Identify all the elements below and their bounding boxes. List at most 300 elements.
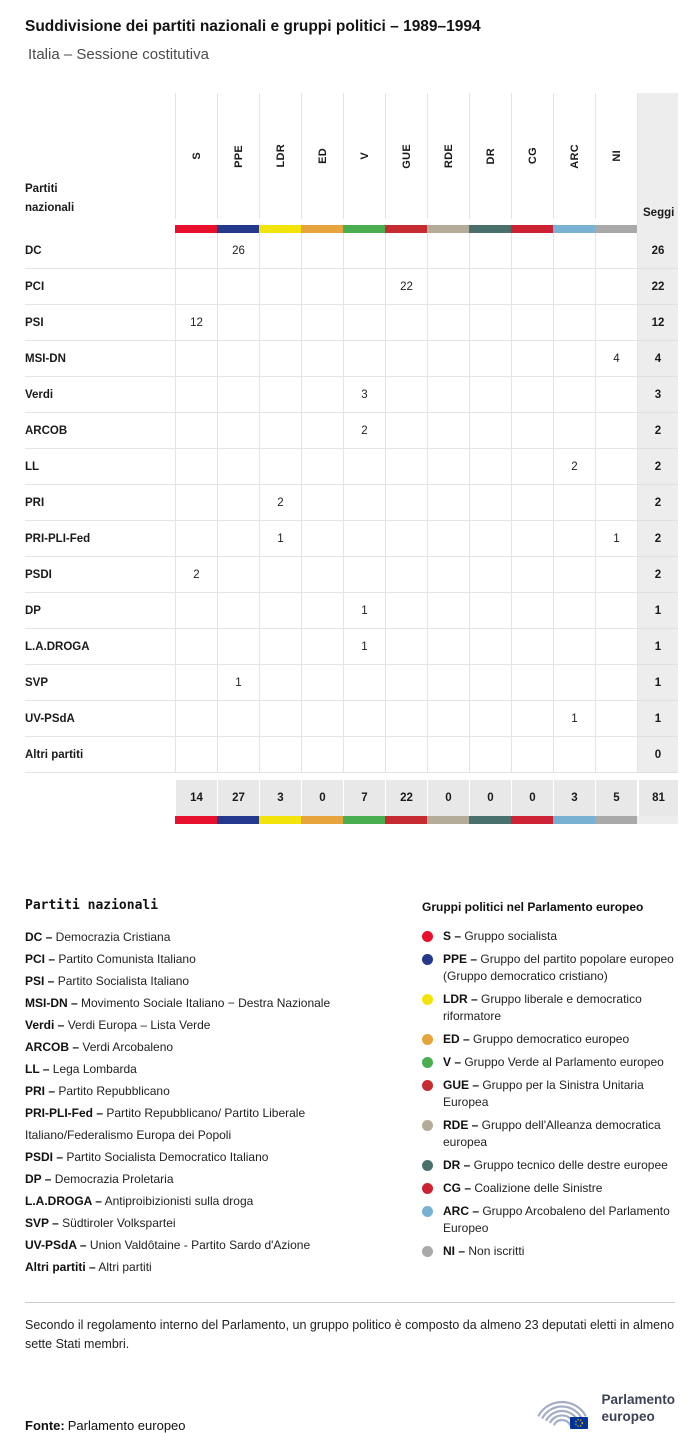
seat-cell xyxy=(427,593,469,629)
group-color-dot xyxy=(422,931,433,942)
seat-cell xyxy=(469,305,511,341)
legend-party-item: DP – Democrazia Proletaria xyxy=(25,1172,174,1186)
seat-cell: 4 xyxy=(595,341,637,377)
seat-cell xyxy=(553,413,595,449)
group-color-strip xyxy=(553,816,595,824)
seat-cell xyxy=(511,737,553,773)
group-column-header xyxy=(469,93,511,219)
group-color-dot xyxy=(422,1057,433,1068)
seat-cell xyxy=(385,629,427,665)
party-label: L.A.DROGA xyxy=(25,629,175,665)
seat-cell xyxy=(343,233,385,269)
seat-cell xyxy=(217,413,259,449)
seat-cell xyxy=(301,521,343,557)
party-label: Verdi xyxy=(25,377,175,413)
seat-cell xyxy=(385,305,427,341)
group-color-strip xyxy=(595,816,637,824)
group-code-label: V xyxy=(358,152,371,160)
seat-cell xyxy=(175,629,217,665)
legend-party-item: LL – Lega Lombarda xyxy=(25,1062,137,1076)
seat-cell xyxy=(175,701,217,737)
seat-cell xyxy=(217,485,259,521)
seat-cell xyxy=(595,305,637,341)
seat-cell xyxy=(427,521,469,557)
seat-cell: 1 xyxy=(217,665,259,701)
seat-cell xyxy=(553,485,595,521)
seat-cell: 1 xyxy=(595,521,637,557)
group-color-dot xyxy=(422,1120,433,1131)
group-color-dot xyxy=(422,994,433,1005)
seat-cell xyxy=(217,377,259,413)
group-color-strip xyxy=(175,225,217,233)
seat-cell xyxy=(259,413,301,449)
seat-cell xyxy=(427,701,469,737)
group-total-cell: 22 xyxy=(385,780,427,816)
legend-party-item: SVP – Südtiroler Volkspartei xyxy=(25,1216,176,1230)
group-total-cell: 0 xyxy=(427,780,469,816)
seat-cell xyxy=(385,521,427,557)
seat-cell xyxy=(175,521,217,557)
legend-group-abbr: ED – xyxy=(443,1032,470,1046)
legend-party-abbr: UV-PSdA – xyxy=(25,1238,87,1252)
group-color-strip xyxy=(343,225,385,233)
seat-cell xyxy=(595,413,637,449)
group-color-strip xyxy=(427,816,469,824)
grand-total-cell: 81 xyxy=(637,780,678,816)
seat-cell xyxy=(427,665,469,701)
seat-cell xyxy=(595,737,637,773)
group-total-cell: 0 xyxy=(301,780,343,816)
legend-party-item: Altri partiti – Altri partiti xyxy=(25,1260,152,1274)
group-color-strip xyxy=(343,816,385,824)
seat-cell xyxy=(301,305,343,341)
footnote: Secondo il regolamento interno del Parlamento, un gruppo politico è composto da almeno 23 deputati eletti in almeno sette Stati membri. xyxy=(25,1318,675,1352)
seat-cell xyxy=(427,557,469,593)
group-column-header xyxy=(343,93,385,219)
seat-cell xyxy=(511,593,553,629)
seat-cell xyxy=(553,629,595,665)
row-header-line: nazionali xyxy=(25,202,75,215)
seat-cell xyxy=(595,269,637,305)
row-total-cell: 1 xyxy=(637,701,678,737)
group-column-header xyxy=(301,93,343,219)
legend-party-abbr: ARCOB – xyxy=(25,1040,80,1054)
footer-divider xyxy=(25,1302,675,1303)
seat-cell xyxy=(259,593,301,629)
seat-cell xyxy=(385,557,427,593)
group-color-strip xyxy=(259,225,301,233)
seat-cell xyxy=(553,341,595,377)
seats-color-strip xyxy=(637,816,678,824)
group-color-dot xyxy=(422,1160,433,1171)
seat-cell xyxy=(385,377,427,413)
group-color-dot xyxy=(422,1246,433,1257)
seat-cell xyxy=(553,557,595,593)
seat-cell xyxy=(511,485,553,521)
seat-cell xyxy=(469,233,511,269)
seat-cell xyxy=(217,557,259,593)
group-color-dot xyxy=(422,954,433,965)
totals-spacer xyxy=(25,780,175,816)
seat-cell xyxy=(217,305,259,341)
group-color-strip xyxy=(385,225,427,233)
seat-cell xyxy=(301,485,343,521)
seat-cell xyxy=(217,521,259,557)
seat-cell xyxy=(385,341,427,377)
seat-cell xyxy=(553,521,595,557)
legend-party-abbr: DC – xyxy=(25,930,53,944)
legend-group-text: ARC – Gruppo Arcobaleno del Parlamento Europeo xyxy=(443,1204,670,1235)
seat-cell xyxy=(259,737,301,773)
seat-cell xyxy=(385,233,427,269)
legend-party-abbr: PCI – xyxy=(25,952,56,966)
seat-cell xyxy=(175,737,217,773)
party-label: PSI xyxy=(25,305,175,341)
seat-cell xyxy=(217,593,259,629)
group-code-label: LDR xyxy=(274,144,287,168)
seat-cell xyxy=(595,701,637,737)
legend-party-abbr: PSDI – xyxy=(25,1150,64,1164)
group-code-label: ED xyxy=(316,148,329,164)
seat-cell xyxy=(175,413,217,449)
seat-cell xyxy=(595,665,637,701)
legend-party-item: PCI – Partito Comunista Italiano xyxy=(25,952,196,966)
seat-cell xyxy=(259,341,301,377)
legend-group-item xyxy=(422,1203,675,1237)
seat-cell xyxy=(175,449,217,485)
seat-cell xyxy=(553,737,595,773)
seat-cell xyxy=(343,665,385,701)
row-total-cell: 3 xyxy=(637,377,678,413)
group-column-header xyxy=(595,93,637,219)
seats-table xyxy=(25,93,700,824)
legends xyxy=(25,898,675,1278)
group-color-strip xyxy=(385,816,427,824)
seat-cell xyxy=(553,233,595,269)
seats-column-header xyxy=(637,93,678,225)
seat-cell xyxy=(301,737,343,773)
legend-party-item: PRI – Partito Repubblicano xyxy=(25,1084,170,1098)
group-color-dot xyxy=(422,1183,433,1194)
seat-cell xyxy=(343,701,385,737)
seat-cell xyxy=(595,557,637,593)
seat-cell xyxy=(595,233,637,269)
legend-party-abbr: PSI – xyxy=(25,974,55,988)
party-label: PRI-PLI-Fed xyxy=(25,521,175,557)
legend-group-item xyxy=(422,1031,675,1048)
ep-logo-line1: Parlamento xyxy=(601,1391,675,1407)
seat-cell xyxy=(511,701,553,737)
seat-cell xyxy=(427,449,469,485)
party-label: DC xyxy=(25,233,175,269)
legend-party-abbr: SVP – xyxy=(25,1216,59,1230)
seat-cell xyxy=(427,737,469,773)
row-total-cell: 12 xyxy=(637,305,678,341)
group-code-label: PPE xyxy=(232,144,245,168)
legend-party-abbr: PRI-PLI-Fed – xyxy=(25,1106,104,1120)
legend-parties-list xyxy=(25,926,395,1278)
seat-cell xyxy=(343,737,385,773)
party-label: UV-PSdA xyxy=(25,701,175,737)
seat-cell: 2 xyxy=(175,557,217,593)
seat-cell xyxy=(259,665,301,701)
group-total-cell: 3 xyxy=(259,780,301,816)
source-label: Fonte: xyxy=(25,1417,65,1433)
seat-cell xyxy=(553,269,595,305)
seat-cell xyxy=(301,449,343,485)
legend-group-abbr: LDR – xyxy=(443,992,478,1006)
group-color-dot xyxy=(422,1034,433,1045)
seat-cell xyxy=(343,557,385,593)
legend-party-item: PSI – Partito Socialista Italiano xyxy=(25,974,190,988)
seat-cell xyxy=(343,521,385,557)
seat-cell: 1 xyxy=(343,629,385,665)
row-header-label xyxy=(25,93,175,225)
legend-group-item xyxy=(422,951,675,985)
seat-cell xyxy=(469,269,511,305)
group-column-header xyxy=(259,93,301,219)
row-total-cell: 2 xyxy=(637,557,678,593)
seat-cell xyxy=(469,413,511,449)
group-code-label: CG xyxy=(526,147,539,165)
seat-cell xyxy=(385,485,427,521)
seat-cell xyxy=(511,557,553,593)
seat-cell xyxy=(259,305,301,341)
seat-cell xyxy=(595,377,637,413)
seat-cell xyxy=(511,629,553,665)
legend-group-text: S – Gruppo socialista xyxy=(443,929,558,943)
legend-group-item xyxy=(422,1157,675,1174)
seat-cell xyxy=(217,701,259,737)
group-column-header xyxy=(427,93,469,219)
legend-group-item xyxy=(422,991,675,1025)
party-label: PSDI xyxy=(25,557,175,593)
row-total-cell: 1 xyxy=(637,665,678,701)
legend-group-text: V – Gruppo Verde al Parlamento europeo xyxy=(443,1055,664,1069)
source-value: Parlamento europeo xyxy=(67,1417,186,1433)
seat-cell xyxy=(259,377,301,413)
legend-group-text: CG – Coalizione delle Sinistre xyxy=(443,1181,603,1195)
group-total-cell: 14 xyxy=(175,780,217,816)
seat-cell xyxy=(469,341,511,377)
legend-group-abbr: PPE – xyxy=(443,952,478,966)
seat-cell xyxy=(553,377,595,413)
seat-cell xyxy=(385,737,427,773)
row-total-cell: 0 xyxy=(637,737,678,773)
legend-group-text: LDR – Gruppo liberale e democratico riformatore xyxy=(443,992,642,1023)
group-color-strip xyxy=(217,225,259,233)
seat-cell xyxy=(511,449,553,485)
row-total-cell: 22 xyxy=(637,269,678,305)
legend-party-abbr: Verdi – xyxy=(25,1018,65,1032)
seat-cell xyxy=(301,233,343,269)
row-total-cell: 2 xyxy=(637,485,678,521)
legend-party-abbr: DP – xyxy=(25,1172,52,1186)
seat-cell xyxy=(427,377,469,413)
legend-party-item: PRI-PLI-Fed – Partito Repubblicano/ Partito Liberale Italiano/Federalismo Europa dei Popoli xyxy=(25,1106,306,1142)
legend-party-abbr: Altri partiti – xyxy=(25,1260,96,1274)
legend-groups-list xyxy=(422,928,675,1260)
seat-cell xyxy=(217,341,259,377)
legend-group-item xyxy=(422,1077,675,1111)
seat-cell xyxy=(217,629,259,665)
legend-party-item: ARCOB – Verdi Arcobaleno xyxy=(25,1040,174,1054)
legend-group-text: NI – Non iscritti xyxy=(443,1244,525,1258)
seat-cell xyxy=(385,701,427,737)
seat-cell xyxy=(469,449,511,485)
source-line xyxy=(25,1418,186,1433)
legend-political-groups xyxy=(395,898,675,1278)
group-total-cell: 3 xyxy=(553,780,595,816)
seat-cell xyxy=(259,701,301,737)
seat-cell xyxy=(175,269,217,305)
legend-group-item xyxy=(422,1117,675,1151)
party-label: ARCOB xyxy=(25,413,175,449)
row-total-cell: 2 xyxy=(637,449,678,485)
group-column-header xyxy=(217,93,259,219)
group-column-header xyxy=(553,93,595,219)
legend-group-abbr: DR – xyxy=(443,1158,471,1172)
group-color-strip xyxy=(427,225,469,233)
seat-cell xyxy=(553,593,595,629)
seat-cell xyxy=(427,269,469,305)
group-color-strip xyxy=(511,816,553,824)
group-code-label: DR xyxy=(484,147,497,165)
seat-cell xyxy=(175,233,217,269)
legend-party-item: UV-PSdA – Union Valdôtaine - Partito Sardo d'Azione xyxy=(25,1238,311,1252)
seat-cell xyxy=(259,233,301,269)
group-color-strip xyxy=(511,225,553,233)
strip-spacer xyxy=(25,816,175,824)
seat-cell xyxy=(427,629,469,665)
legend-party-item: Verdi – Verdi Europa – Lista Verde xyxy=(25,1018,211,1032)
seat-cell xyxy=(301,593,343,629)
seat-cell xyxy=(469,557,511,593)
group-color-strip xyxy=(301,816,343,824)
row-total-cell: 2 xyxy=(637,413,678,449)
seat-cell xyxy=(511,377,553,413)
legend-group-abbr: V – xyxy=(443,1055,462,1069)
seat-cell xyxy=(175,485,217,521)
seat-cell xyxy=(595,593,637,629)
ep-hemicycle-icon xyxy=(536,1385,592,1433)
seat-cell: 2 xyxy=(553,449,595,485)
legend-party-abbr: L.A.DROGA – xyxy=(25,1194,102,1208)
group-total-cell: 0 xyxy=(511,780,553,816)
row-total-cell: 26 xyxy=(637,233,678,269)
group-code-label: S xyxy=(190,152,203,160)
seat-cell xyxy=(301,341,343,377)
seat-cell: 26 xyxy=(217,233,259,269)
legend-group-abbr: CG – xyxy=(443,1181,472,1195)
group-total-cell: 0 xyxy=(469,780,511,816)
european-parliament-logo xyxy=(536,1385,675,1433)
legend-group-item xyxy=(422,1054,675,1071)
seats-header-label: Seggi xyxy=(643,207,675,219)
strip-spacer xyxy=(25,225,175,233)
seat-cell xyxy=(217,449,259,485)
seat-cell xyxy=(301,629,343,665)
seat-cell xyxy=(301,413,343,449)
legend-party-item: PSDI – Partito Socialista Democratico Italiano xyxy=(25,1150,269,1164)
seat-cell xyxy=(553,305,595,341)
legend-groups-title: Gruppi politici nel Parlamento europeo xyxy=(422,900,644,914)
seat-cell xyxy=(427,413,469,449)
group-column-header xyxy=(511,93,553,219)
seat-cell xyxy=(511,413,553,449)
seat-cell xyxy=(343,341,385,377)
seat-cell xyxy=(301,557,343,593)
legend-group-abbr: GUE – xyxy=(443,1078,480,1092)
seat-cell xyxy=(469,737,511,773)
seat-cell xyxy=(511,341,553,377)
group-color-dot xyxy=(422,1080,433,1091)
seat-cell xyxy=(427,233,469,269)
group-color-strip xyxy=(301,225,343,233)
party-label: LL xyxy=(25,449,175,485)
party-label: SVP xyxy=(25,665,175,701)
group-total-cell: 7 xyxy=(343,780,385,816)
legend-group-item xyxy=(422,1243,675,1260)
party-label: PRI xyxy=(25,485,175,521)
party-label: PCI xyxy=(25,269,175,305)
seats-color-strip xyxy=(637,225,678,233)
group-code-label: ARC xyxy=(568,143,581,169)
group-column-header xyxy=(385,93,427,219)
legend-party-item: L.A.DROGA – Antiproibizionisti sulla droga xyxy=(25,1194,254,1208)
legend-group-abbr: RDE – xyxy=(443,1118,479,1132)
legend-parties-title: Partiti nazionali xyxy=(25,898,159,913)
seat-cell xyxy=(469,593,511,629)
legend-group-abbr: S – xyxy=(443,929,462,943)
seat-cell xyxy=(427,485,469,521)
group-total-cell: 27 xyxy=(217,780,259,816)
legend-party-item: DC – Democrazia Cristiana xyxy=(25,930,171,944)
legend-group-text: PPE – Gruppo del partito popolare europeo (Gruppo democratico cristiano) xyxy=(443,952,674,983)
seat-cell xyxy=(553,665,595,701)
seat-cell xyxy=(595,629,637,665)
page-subtitle: Italia – Sessione costitutiva xyxy=(28,46,209,63)
seat-cell xyxy=(217,737,259,773)
totals-gap xyxy=(25,773,678,780)
ep-logo-text xyxy=(601,1392,675,1426)
group-color-strip xyxy=(259,816,301,824)
seat-cell xyxy=(385,593,427,629)
legend-party-abbr: LL – xyxy=(25,1062,50,1076)
seat-cell xyxy=(385,449,427,485)
group-color-strip xyxy=(469,816,511,824)
seat-cell xyxy=(511,269,553,305)
seat-cell xyxy=(469,665,511,701)
row-total-cell: 1 xyxy=(637,593,678,629)
seat-cell xyxy=(511,521,553,557)
seat-cell xyxy=(259,269,301,305)
seat-cell: 22 xyxy=(385,269,427,305)
seat-cell xyxy=(343,485,385,521)
seat-cell xyxy=(469,629,511,665)
seat-cell xyxy=(301,665,343,701)
group-color-strip xyxy=(217,816,259,824)
seat-cell xyxy=(595,449,637,485)
seat-cell xyxy=(511,305,553,341)
seat-cell xyxy=(427,341,469,377)
seat-cell xyxy=(469,521,511,557)
seat-cell xyxy=(259,629,301,665)
seat-cell: 1 xyxy=(553,701,595,737)
legend-party-item: MSI-DN – Movimento Sociale Italiano − Destra Nazionale xyxy=(25,996,331,1010)
group-color-strip xyxy=(469,225,511,233)
row-total-cell: 1 xyxy=(637,629,678,665)
